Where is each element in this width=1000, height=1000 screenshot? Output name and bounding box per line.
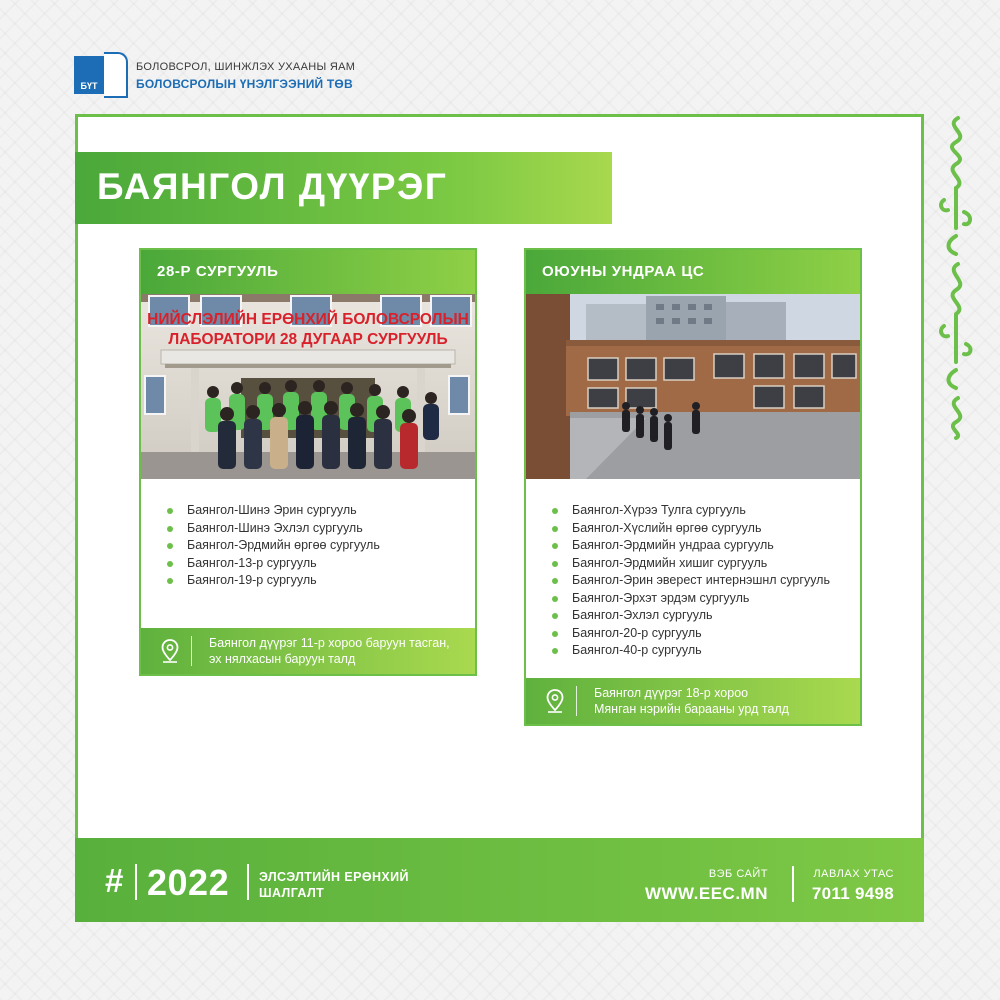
exam-year: 2022: [147, 862, 230, 903]
card-title: 28-Р СУРГУУЛЬ: [157, 263, 279, 280]
card-header: [526, 250, 860, 294]
location-pin-icon: [161, 639, 179, 663]
exam-name: ЭЛСЭЛТИЙН ЕРӨНХИЙ ШАЛГАЛТ: [259, 870, 409, 900]
school-list: [163, 502, 380, 590]
card-oyuny-undraa: [524, 248, 862, 726]
address-line-1: Баянгол дүүрэг 11-р хороо баруун тасган,: [209, 636, 450, 650]
school-28-photo: [141, 294, 475, 479]
card-school-28: [139, 248, 477, 676]
list-item: Баянгол-Эрдмийн өргөө сургууль: [163, 537, 380, 555]
list-item: Баянгол-Эхлэл сургууль: [548, 607, 830, 625]
phone-label: ЛАВЛАХ УТАС: [813, 868, 894, 880]
address-line-2: Мянган нэрийн барааны урд талд: [594, 702, 789, 716]
address-bar: [141, 628, 475, 674]
list-item: Баянгол-19-р сургууль: [163, 572, 380, 590]
logo-badge: БҮТ: [80, 81, 98, 91]
center-name: БОЛОВСРОЛЫН ҮНЭЛГЭЭНИЙ ТӨВ: [136, 77, 353, 91]
address-line-1: Баянгол дүүрэг 18-р хороо: [594, 686, 749, 700]
mongolian-script-decoration: [934, 112, 980, 442]
sign-line-1: НИЙСЛЭЛИЙН ЕРӨНХИЙ БОЛОВСРОЛЫН: [147, 311, 469, 328]
address-bar: [526, 678, 860, 724]
footer-band: [75, 838, 924, 922]
website-label: ВЭБ САЙТ: [708, 868, 768, 880]
location-pin-icon: [546, 689, 564, 713]
hash-symbol: #: [105, 862, 124, 899]
list-item: Баянгол-13-р сургууль: [163, 555, 380, 573]
list-item: Баянгол-Эрдмийн хишиг сургууль: [548, 555, 830, 573]
sign-line-2: ЛАБОРАТОРИ 28 ДУГААР СУРГУУЛЬ: [168, 331, 448, 348]
list-item: Баянгол-Шинэ Эхлэл сургууль: [163, 520, 380, 538]
ministry-name: БОЛОВСРОЛ, ШИНЖЛЭХ УХААНЫ ЯАМ: [136, 61, 356, 73]
list-item: Баянгол-Эрдмийн ундраа сургууль: [548, 537, 830, 555]
phone-number: 7011 9498: [811, 884, 894, 903]
website-link[interactable]: WWW.EEC.MN: [644, 884, 768, 903]
list-item: Баянгол-Хүрээ Тулга сургууль: [548, 502, 830, 520]
list-item: Баянгол-Шинэ Эрин сургууль: [163, 502, 380, 520]
oyuny-undraa-photo: [526, 294, 860, 479]
school-list: [548, 502, 830, 660]
book-logo-icon: [72, 52, 130, 100]
card-header: [141, 250, 475, 294]
list-item: Баянгол-20-р сургууль: [548, 625, 830, 643]
org-logo: [72, 52, 355, 100]
title-band: [75, 152, 612, 224]
list-item: Баянгол-Эрхэт эрдэм сургууль: [548, 590, 830, 608]
address-line-2: эх нялхасын баруун талд: [209, 652, 356, 666]
list-item: Баянгол-Эрин эверест интернэшнл сургууль: [548, 572, 830, 590]
list-item: Баянгол-40-р сургууль: [548, 642, 830, 660]
card-title: ОЮУНЫ УНДРАА ЦС: [542, 263, 705, 280]
page-title: БАЯНГОЛ ДҮҮРЭГ: [97, 166, 448, 207]
list-item: Баянгол-Хүслийн өргөө сургууль: [548, 520, 830, 538]
